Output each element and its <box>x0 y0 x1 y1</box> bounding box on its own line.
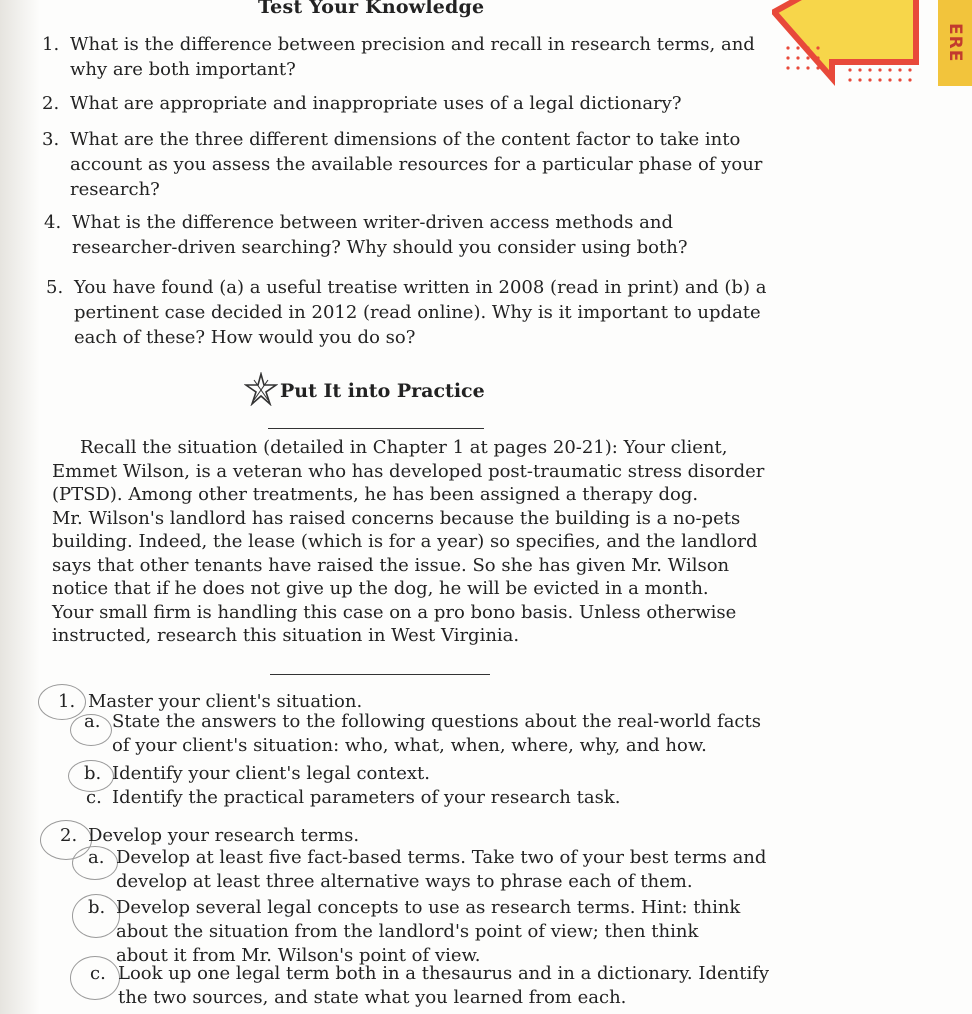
section-heading-test-your-knowledge: Test Your Knowledge <box>258 0 485 18</box>
task-title: Develop your research terms. <box>88 825 360 846</box>
page-gutter-shadow <box>0 0 40 1014</box>
sub-letter: c. <box>90 963 106 984</box>
side-tab: ERE <box>938 0 972 86</box>
task-number: 1. <box>58 691 76 712</box>
sub-letter: a. <box>88 847 105 868</box>
task-2 <box>60 824 360 848</box>
sub-text: Develop several legal concepts to use as research terms. Hint: think about the situation from the landlord's point of view; then think about it from Mr. Wilson's point of view. <box>116 897 741 966</box>
question-1 <box>42 32 755 82</box>
sub-letter: b. <box>88 897 106 918</box>
scenario-paragraph: Recall the situation (detailed in Chapter 1 at pages 20-21): Your client, Emmet Wilson, is a veteran who has developed post-traumatic stress disorder (PTSD). Among other treatments, he has been assigned a therapy dog. Mr. Wilson's landlord has raised concerns because the building is a no-pets building. Indeed, the lease (which is for a year) so specifies, and the landlord says that other tenants have raised the issue. So she has given Mr. Wilson notice that if he does not give up the dog, he will be evicted in a month. Your small firm is handling this case on a pro bono basis. Unless otherwise instructed, research this situation in West Virginia. <box>52 437 765 646</box>
question-text: What is the difference between writer-driven access methods and researcher-driven searching? Why should you consider using both? <box>72 212 688 258</box>
sub-letter: c. <box>86 787 102 808</box>
sub-text: Look up one legal term both in a thesaurus and in a dictionary. Identify the two sources, and state what you learned from each. <box>118 963 770 1008</box>
sub-text: Identify your client's legal context. <box>112 763 430 784</box>
question-number: 3. <box>42 129 60 150</box>
question-number: 1. <box>42 34 60 55</box>
sub-letter: b. <box>84 763 102 784</box>
task-title: Master your client's situation. <box>88 691 363 712</box>
section-heading-put-it-into-practice: Put It into Practice <box>280 380 485 402</box>
question-4 <box>44 210 724 260</box>
practice-star-icon <box>244 372 278 406</box>
task-1 <box>58 690 363 714</box>
divider <box>268 428 484 429</box>
sub-letter: a. <box>84 711 101 732</box>
arrow-badge-icon <box>772 0 922 90</box>
sub-text: Develop at least five fact-based terms. Take two of your best terms and develop at least three alternative ways to phrase each of them. <box>116 847 767 892</box>
question-5 <box>46 275 767 350</box>
question-text: What are appropriate and inappropriate uses of a legal dictionary? <box>70 93 682 114</box>
question-text: What are the three different dimensions of the content factor to take into account as you assess the available resources for a particular phase of your research? <box>70 129 763 200</box>
divider <box>270 674 490 675</box>
question-number: 2. <box>42 93 60 114</box>
question-number: 5. <box>46 277 64 298</box>
sub-text: State the answers to the following questions about the real-world facts of your client's situation: who, what, when, where, why, and how. <box>112 711 761 756</box>
question-2 <box>42 91 722 116</box>
question-number: 4. <box>44 212 62 233</box>
question-text: What is the difference between precision and recall in research terms, and why are both important? <box>70 34 755 80</box>
question-text: You have found (a) a useful treatise written in 2008 (read in print) and (b) a pertinent case decided in 2012 (read online). Why is it important to update each of these? How would you do so? <box>74 277 767 348</box>
sub-text: Identify the practical parameters of your research task. <box>112 787 621 808</box>
question-3 <box>42 127 763 202</box>
task-number: 2. <box>60 825 78 846</box>
